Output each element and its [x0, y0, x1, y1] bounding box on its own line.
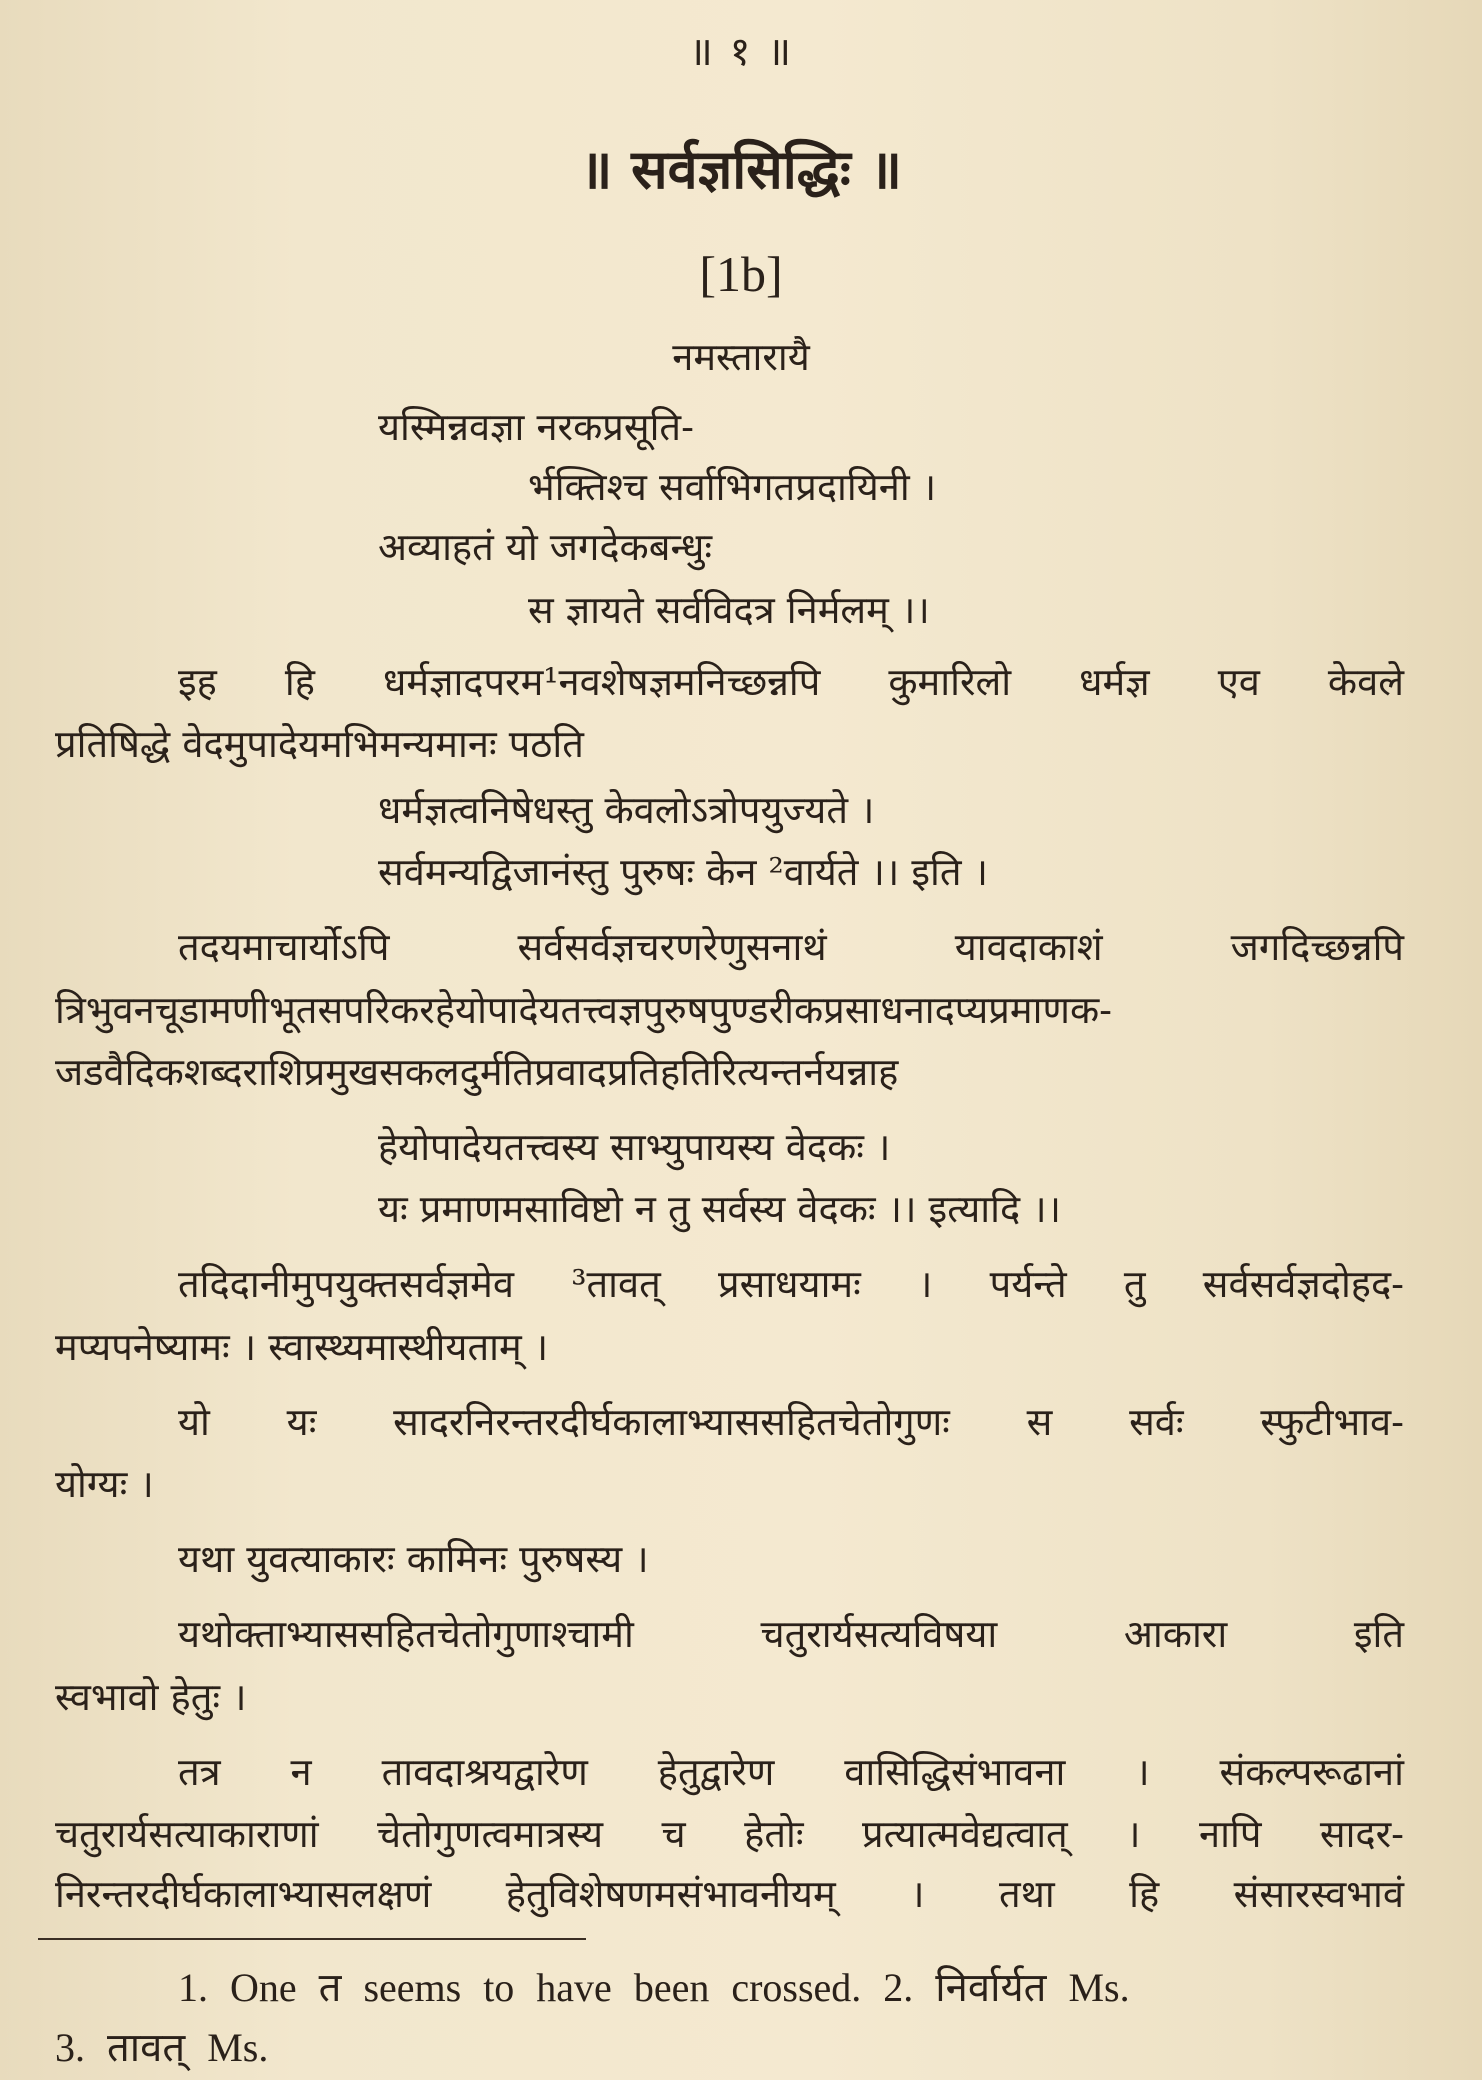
para2-line1: तदयमाचार्योऽपि सर्वसर्वज्ञचरणरेणुसनाथं यावदाकाशं जगदिच्छन्नपि	[178, 925, 1404, 969]
para7-line3: निरन्तरदीर्घकालाभ्यासलक्षणं हेतुविशेषणमसंभावनीयम् । तथा हि संसारस्वभावं	[55, 1872, 1404, 1916]
verse1-line4: स ज्ञायते सर्वविदत्र निर्मलम् ।।	[528, 588, 930, 632]
footnote-line1: 1. One त seems to have been crossed. 2. निर्वार्यत Ms.	[178, 1965, 1130, 2010]
para5-line1: यथा युवत्याकारः कामिनः पुरुषस्य ।	[178, 1537, 649, 1581]
verse2-line2: सर्वमन्यद्विजानंस्तु पुरुषः केन ²वार्यते ।। इति ।	[378, 850, 989, 894]
para7-line2: चतुरार्यसत्याकाराणां चेतोगुणत्वमात्रस्य च हेतोः प्रत्यात्मवेद्यत्वात् । नापि सादर-	[55, 1812, 1404, 1856]
para6-line2: स्वभावो हेतुः ।	[55, 1675, 247, 1719]
verse1-line1: यस्मिन्नवज्ञा नरकप्रसूति-	[378, 405, 694, 449]
page-title: ॥ सर्वज्ञसिद्धिः ॥	[580, 137, 902, 201]
para6-line1: यथोक्ताभ्याससहितचेतोगुणाश्चामी चतुरार्यसत्यविषया आकारा इति	[178, 1612, 1404, 1656]
verse1-line2: र्भक्तिश्च सर्वाभिगतप्रदायिनी ।	[528, 465, 937, 509]
verse3-line2: यः प्रमाणमसाविष्टो न तु सर्वस्य वेदकः ।। इत्यादि ।।	[378, 1187, 1062, 1231]
verse3-line1: हेयोपादेयतत्त्वस्य साभ्युपायस्य वेदकः ।	[378, 1125, 891, 1169]
footnote-rule	[38, 1938, 586, 1940]
invocation: नमस्तारायै	[672, 335, 810, 379]
para7-line1: तत्र न तावदाश्रयद्वारेण हेतुद्वारेण वासिद्धिसंभावना । संकल्परूढानां	[178, 1750, 1404, 1794]
folio-mark: [1b]	[699, 246, 783, 302]
footnote-line2: 3. तावत् Ms.	[55, 2025, 269, 2070]
verse2-line1: धर्मज्ञत्वनिषेधस्तु केवलोऽत्रोपयुज्यते ।	[378, 788, 875, 832]
para4-line1: यो यः सादरनिरन्तरदीर्घकालाभ्याससहितचेतोगुणः स सर्वः स्फुटीभाव-	[178, 1400, 1404, 1444]
para3-line1: तदिदानीमुपयुक्तसर्वज्ञमेव ³तावत् प्रसाधयामः । पर्यन्ते तु सर्वसर्वज्ञदोहद-	[178, 1262, 1404, 1306]
page-number: ॥ १ ॥	[688, 29, 794, 75]
para3-line2: मप्यपनेष्यामः । स्वास्थ्यमास्थीयताम् ।	[55, 1325, 549, 1369]
para2-line2: त्रिभुवनचूडामणीभूतसपरिकरहेयोपादेयतत्त्वज्ञपुरुषपुण्डरीकप्रसाधनादप्यप्रमाणक-	[55, 988, 1112, 1032]
para4-line2: योग्यः ।	[55, 1462, 154, 1506]
verse1-line3: अव्याहतं यो जगदेकबन्धुः	[378, 525, 713, 569]
para1-line1: इह हि धर्मज्ञादपरम¹नवशेषज्ञमनिच्छन्नपि कुमारिलो धर्मज्ञ एव केवले	[178, 660, 1404, 704]
para2-line3: जडवैदिकशब्दराशिप्रमुखसकलदुर्मतिप्रवादप्रतिहतिरित्यन्तर्नयन्नाह	[55, 1050, 899, 1094]
para1-line2: प्रतिषिद्धे वेदमुपादेयमभिमन्यमानः पठति	[55, 722, 584, 766]
